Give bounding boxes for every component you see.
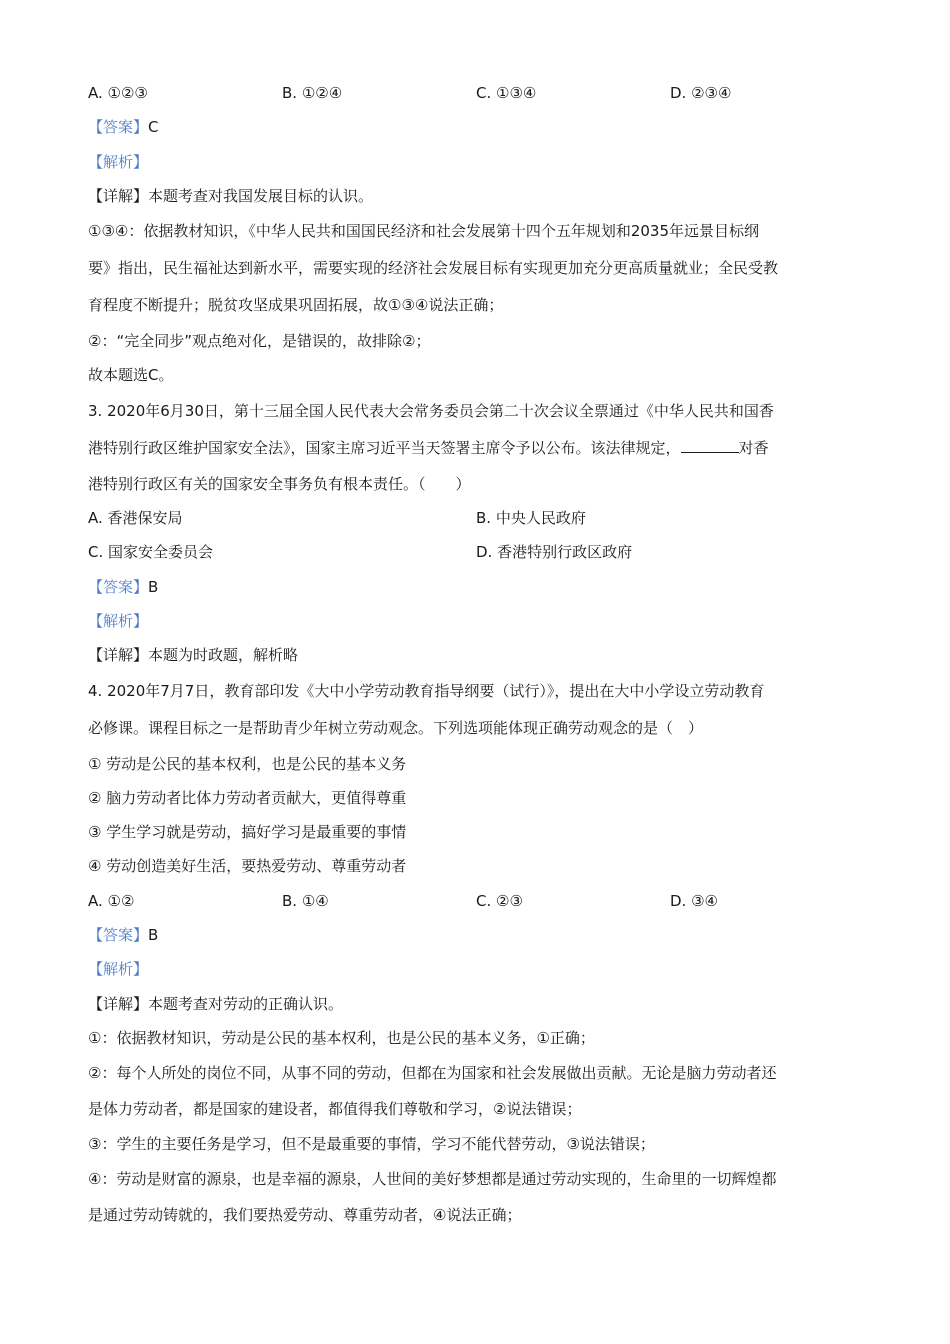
q3-options-row xyxy=(88,535,868,569)
q4-analysis-tag: 【解析】 xyxy=(88,960,149,979)
q4-explanation-line: 是体力劳动者，都是国家的建设者，都值得我们尊敬和学习，②说法错误； xyxy=(88,1100,582,1119)
q2-explanation-line: ①③④：依据教材知识，《中华人民共和国国民经济和社会发展第十四个五年规划和2035年远景目标纲 xyxy=(88,222,760,241)
q2-explanation-line: 育程度不断提升；脱贫攻坚成果巩固拓展，故①③④说法正确； xyxy=(88,296,504,315)
q3-stem-text: 对香 xyxy=(738,438,769,457)
q4-option-b: B. ①④ xyxy=(282,891,329,910)
answer-tag: 【答案】 xyxy=(88,577,149,596)
answer-value: C xyxy=(148,118,159,137)
q4-item: ③ 学生学习就是劳动，搞好学习是最重要的事情 xyxy=(88,823,407,842)
detail-tag: 【详解】 xyxy=(88,186,149,205)
detail-tag: 【详解】 xyxy=(88,994,149,1013)
q4-stem-line: 必修课。课程目标之一是帮助青少年树立劳动观念。下列选项能体现正确劳动观念的是（ ） xyxy=(88,718,704,737)
q2-options xyxy=(88,76,868,110)
detail-text: 本题考查对我国发展目标的认识。 xyxy=(148,186,374,205)
q4-answer xyxy=(88,918,868,952)
q2-analysis-tag: 【解析】 xyxy=(88,152,149,171)
detail-text: 本题为时政题，解析略 xyxy=(148,646,299,665)
q2-option-b: B. ①②④ xyxy=(282,84,343,102)
answer-tag: 【答案】 xyxy=(88,926,149,945)
q2-explanation-line: 故本题选C。 xyxy=(88,366,174,385)
q4-detail xyxy=(88,987,868,1021)
q3-option-a: A. 香港保安局 xyxy=(88,509,183,528)
q3-stem-text: 港特别行政区维护国家安全法》，国家主席习近平当天签署主席令予以公布。该法律规定， xyxy=(88,438,681,457)
answer-value: B xyxy=(148,926,159,945)
q3-option-b: B. 中央人民政府 xyxy=(476,509,586,528)
fill-blank xyxy=(681,438,739,453)
q3-answer xyxy=(88,570,868,604)
document-page xyxy=(88,76,868,1232)
q2-option-c: C. ①③④ xyxy=(476,84,537,102)
q4-explanation-line: ③：学生的主要任务是学习，但不是最重要的事情，学习不能代替劳动，③说法错误； xyxy=(88,1134,655,1153)
q4-stem-line: 4. 2020年7月7日，教育部印发《大中小学劳动教育指导纲要（试行）》，提出在大中小学设立劳动教育 xyxy=(88,681,765,700)
q3-option-d: D. 香港特别行政区政府 xyxy=(476,543,633,562)
q3-analysis-tag: 【解析】 xyxy=(88,611,149,630)
q4-option-c: C. ②③ xyxy=(476,891,523,910)
q4-item: ④ 劳动创造美好生活，要热爱劳动、尊重劳动者 xyxy=(88,857,407,876)
q3-detail xyxy=(88,638,868,672)
q4-explanation-line: 是通过劳动铸就的，我们要热爱劳动、尊重劳动者，④说法正确； xyxy=(88,1205,522,1224)
answer-tag: 【答案】 xyxy=(88,118,149,137)
q4-item: ② 脑力劳动者比体力劳动者贡献大，更值得尊重 xyxy=(88,788,407,807)
q4-explanation-line: ④：劳动是财富的源泉，也是幸福的源泉，人世间的美好梦想都是通过劳动实现的，生命里的一切辉煌都 xyxy=(88,1169,777,1188)
q2-explanation-line: 要》指出，民生福祉达到新水平，需要实现的经济社会发展目标有实现更加充分更高质量就业；全民受教 xyxy=(88,259,779,278)
q2-detail xyxy=(88,179,868,213)
q2-option-d: D. ②③④ xyxy=(670,84,732,102)
answer-value: B xyxy=(148,577,159,596)
q2-explanation-line: ②：“完全同步”观点绝对化，是错误的，故排除②； xyxy=(88,332,431,351)
q3-stem-line: 港特别行政区有关的国家安全事务负有根本责任。（ ） xyxy=(88,474,471,493)
q4-option-d: D. ③④ xyxy=(670,891,718,910)
q4-options xyxy=(88,884,868,918)
q4-explanation-line: ②：每个人所处的岗位不同，从事不同的劳动，但都在为国家和社会发展做出贡献。无论是脑力劳动者还 xyxy=(88,1064,777,1083)
q4-option-a: A. ①② xyxy=(88,891,135,910)
q3-stem-line: 3. 2020年6月30日，第十三届全国人民代表大会常务委员会第二十次会议全票通过《中华人民共和国香 xyxy=(88,401,774,420)
q3-stem-line xyxy=(88,430,868,467)
q2-answer xyxy=(88,110,868,144)
detail-text: 本题考查对劳动的正确认识。 xyxy=(148,994,344,1013)
detail-tag: 【详解】 xyxy=(88,646,149,665)
q4-item: ① 劳动是公民的基本权利，也是公民的基本义务 xyxy=(88,754,407,773)
q3-option-c: C. 国家安全委员会 xyxy=(88,543,214,562)
q3-options-row xyxy=(88,501,868,535)
q2-option-a: A. ①②③ xyxy=(88,84,148,102)
q4-explanation-line: ①：依据教材知识，劳动是公民的基本权利，也是公民的基本义务，①正确； xyxy=(88,1028,595,1047)
